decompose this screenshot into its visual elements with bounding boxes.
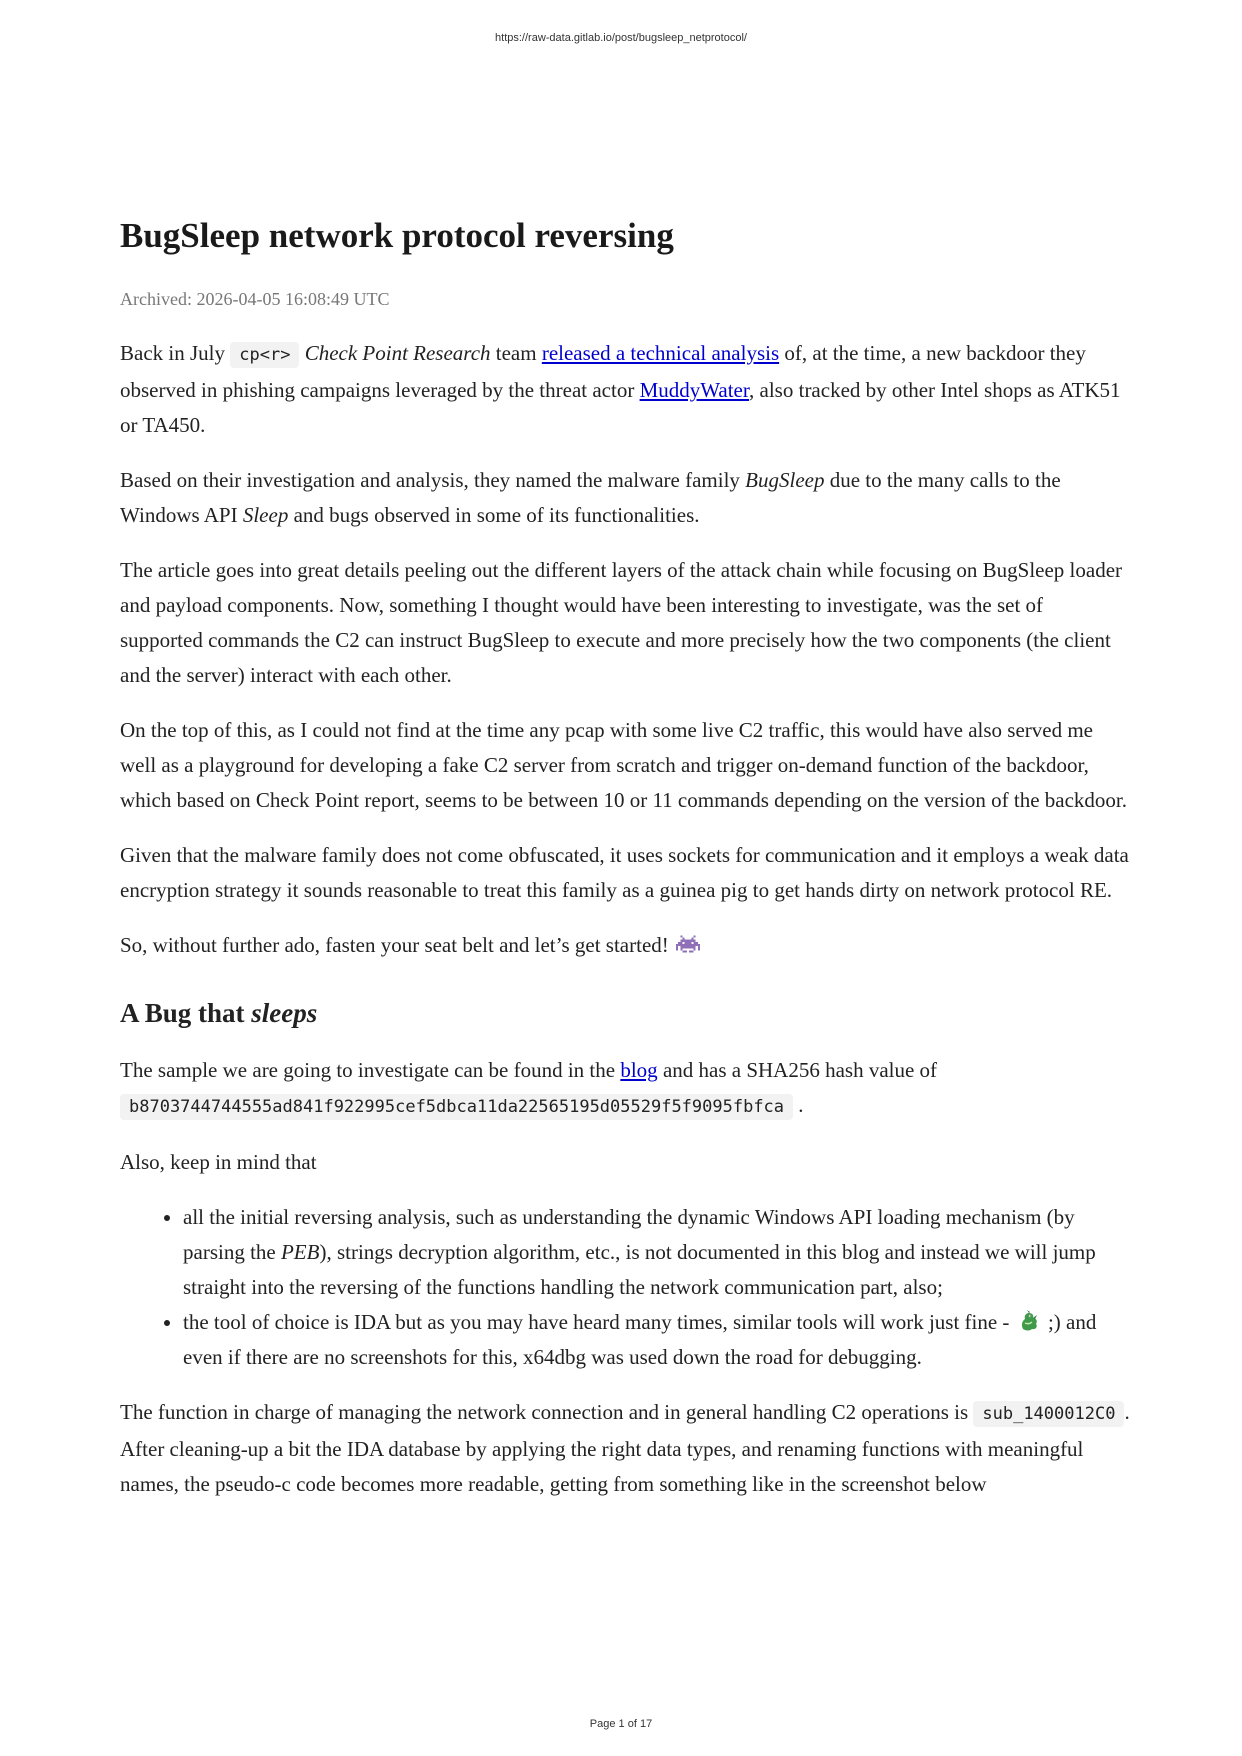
- paragraph-naming: Based on their investigation and analysis, they named the malware family BugSleep due to the many calls to the Windows API Sleep and bugs observed in some of its functionalities.: [120, 468, 1061, 527]
- section-heading: A Bug that sleeps: [120, 998, 318, 1028]
- space-invader-icon: [676, 932, 700, 956]
- paragraph-sample: The sample we are going to investigate can be found in the blog and has a SHA256 hash value of b8703744744555ad841f922995cef5dbca11da22565195d05529f5f9095fbfca .: [120, 1053, 1130, 1125]
- article-title: BugSleep network protocol reversing: [120, 216, 674, 255]
- dragon-icon: [1017, 1309, 1041, 1333]
- inline-code-cpr: cp<r>: [230, 342, 299, 368]
- archived-timestamp: Archived: 2026-04-05 16:08:49 UTC: [120, 289, 390, 309]
- list-item: • all the initial reversing analysis, such as understanding the dynamic Windows API loading mechanism (by parsing the PEB), strings decryption algorithm, etc., is not documented in this blog and instead we will jump straight into the reversing of the functions handling the network communication part, also;: [183, 1200, 1130, 1305]
- source-url: https://raw-data.gitlab.io/post/bugsleep_netprotocol/: [495, 32, 747, 44]
- page-number: Page 1 of 17: [589, 1718, 653, 1730]
- link-technical-analysis[interactable]: released a technical analysis: [541, 341, 780, 365]
- paragraph-rationale: Given that the malware family does not come obfuscated, it uses sockets for communication and it employs a weak data encryption strategy it sounds reasonable to treat this family as a guinea pig to get hands dirty on network protocol RE.: [120, 843, 1129, 902]
- article-content: [120, 212, 1130, 1502]
- link-muddywater[interactable]: MuddyWater: [639, 378, 750, 402]
- inline-code-sha256: b8703744744555ad841f922995cef5dbca11da22565195d05529f5f9095fbfca: [120, 1094, 793, 1120]
- paragraph-article-details: The article goes into great details peeling out the different layers of the attack chain while focusing on BugSleep loader and payload components. Now, something I thought would have been interesting to investigate, was the set of supported commands the C2 can instruct BugSleep to execute and more precisely how the two components (the client and the server) interact with each other.: [120, 558, 1123, 687]
- link-blog[interactable]: blog: [620, 1058, 658, 1082]
- paragraph-intro: Back in July cp<r> Check Point Research team released a technical analysis of, at the time, a new backdoor they observed in phishing campaigns leveraged by the threat actor MuddyWater, also tracked by other Intel shops as ATK51 or TA450.: [120, 341, 1121, 437]
- notes-list: [120, 1200, 1130, 1375]
- inline-code-function: sub_1400012C0: [973, 1401, 1124, 1427]
- list-item: • the tool of choice is IDA but as you may have heard many times, similar tools will work just fine - ;) and even if there are no screenshots for this, x64dbg was used down the road for debugging.: [183, 1305, 1130, 1375]
- paragraph-get-started: So, without further ado, fasten your seat belt and let’s get started!: [120, 928, 1130, 963]
- paragraph-function: The function in charge of managing the network connection and in general handling C2 operations is sub_1400012C0 . After cleaning-up a bit the IDA database by applying the right data types, and renaming functions with meaningful names, the pseudo-c code becomes more readable, getting from something like in the screenshot below: [120, 1400, 1130, 1496]
- paragraph-fake-c2: On the top of this, as I could not find at the time any pcap with some live C2 traffic, this would have also served me well as a playground for developing a fake C2 server from scratch and trigger on-demand function of the backdoor, which based on Check Point report, seems to be between 10 or 11 commands depending on the version of the backdoor.: [120, 718, 1127, 812]
- paragraph-keep-in-mind: Also, keep in mind that: [120, 1150, 317, 1174]
